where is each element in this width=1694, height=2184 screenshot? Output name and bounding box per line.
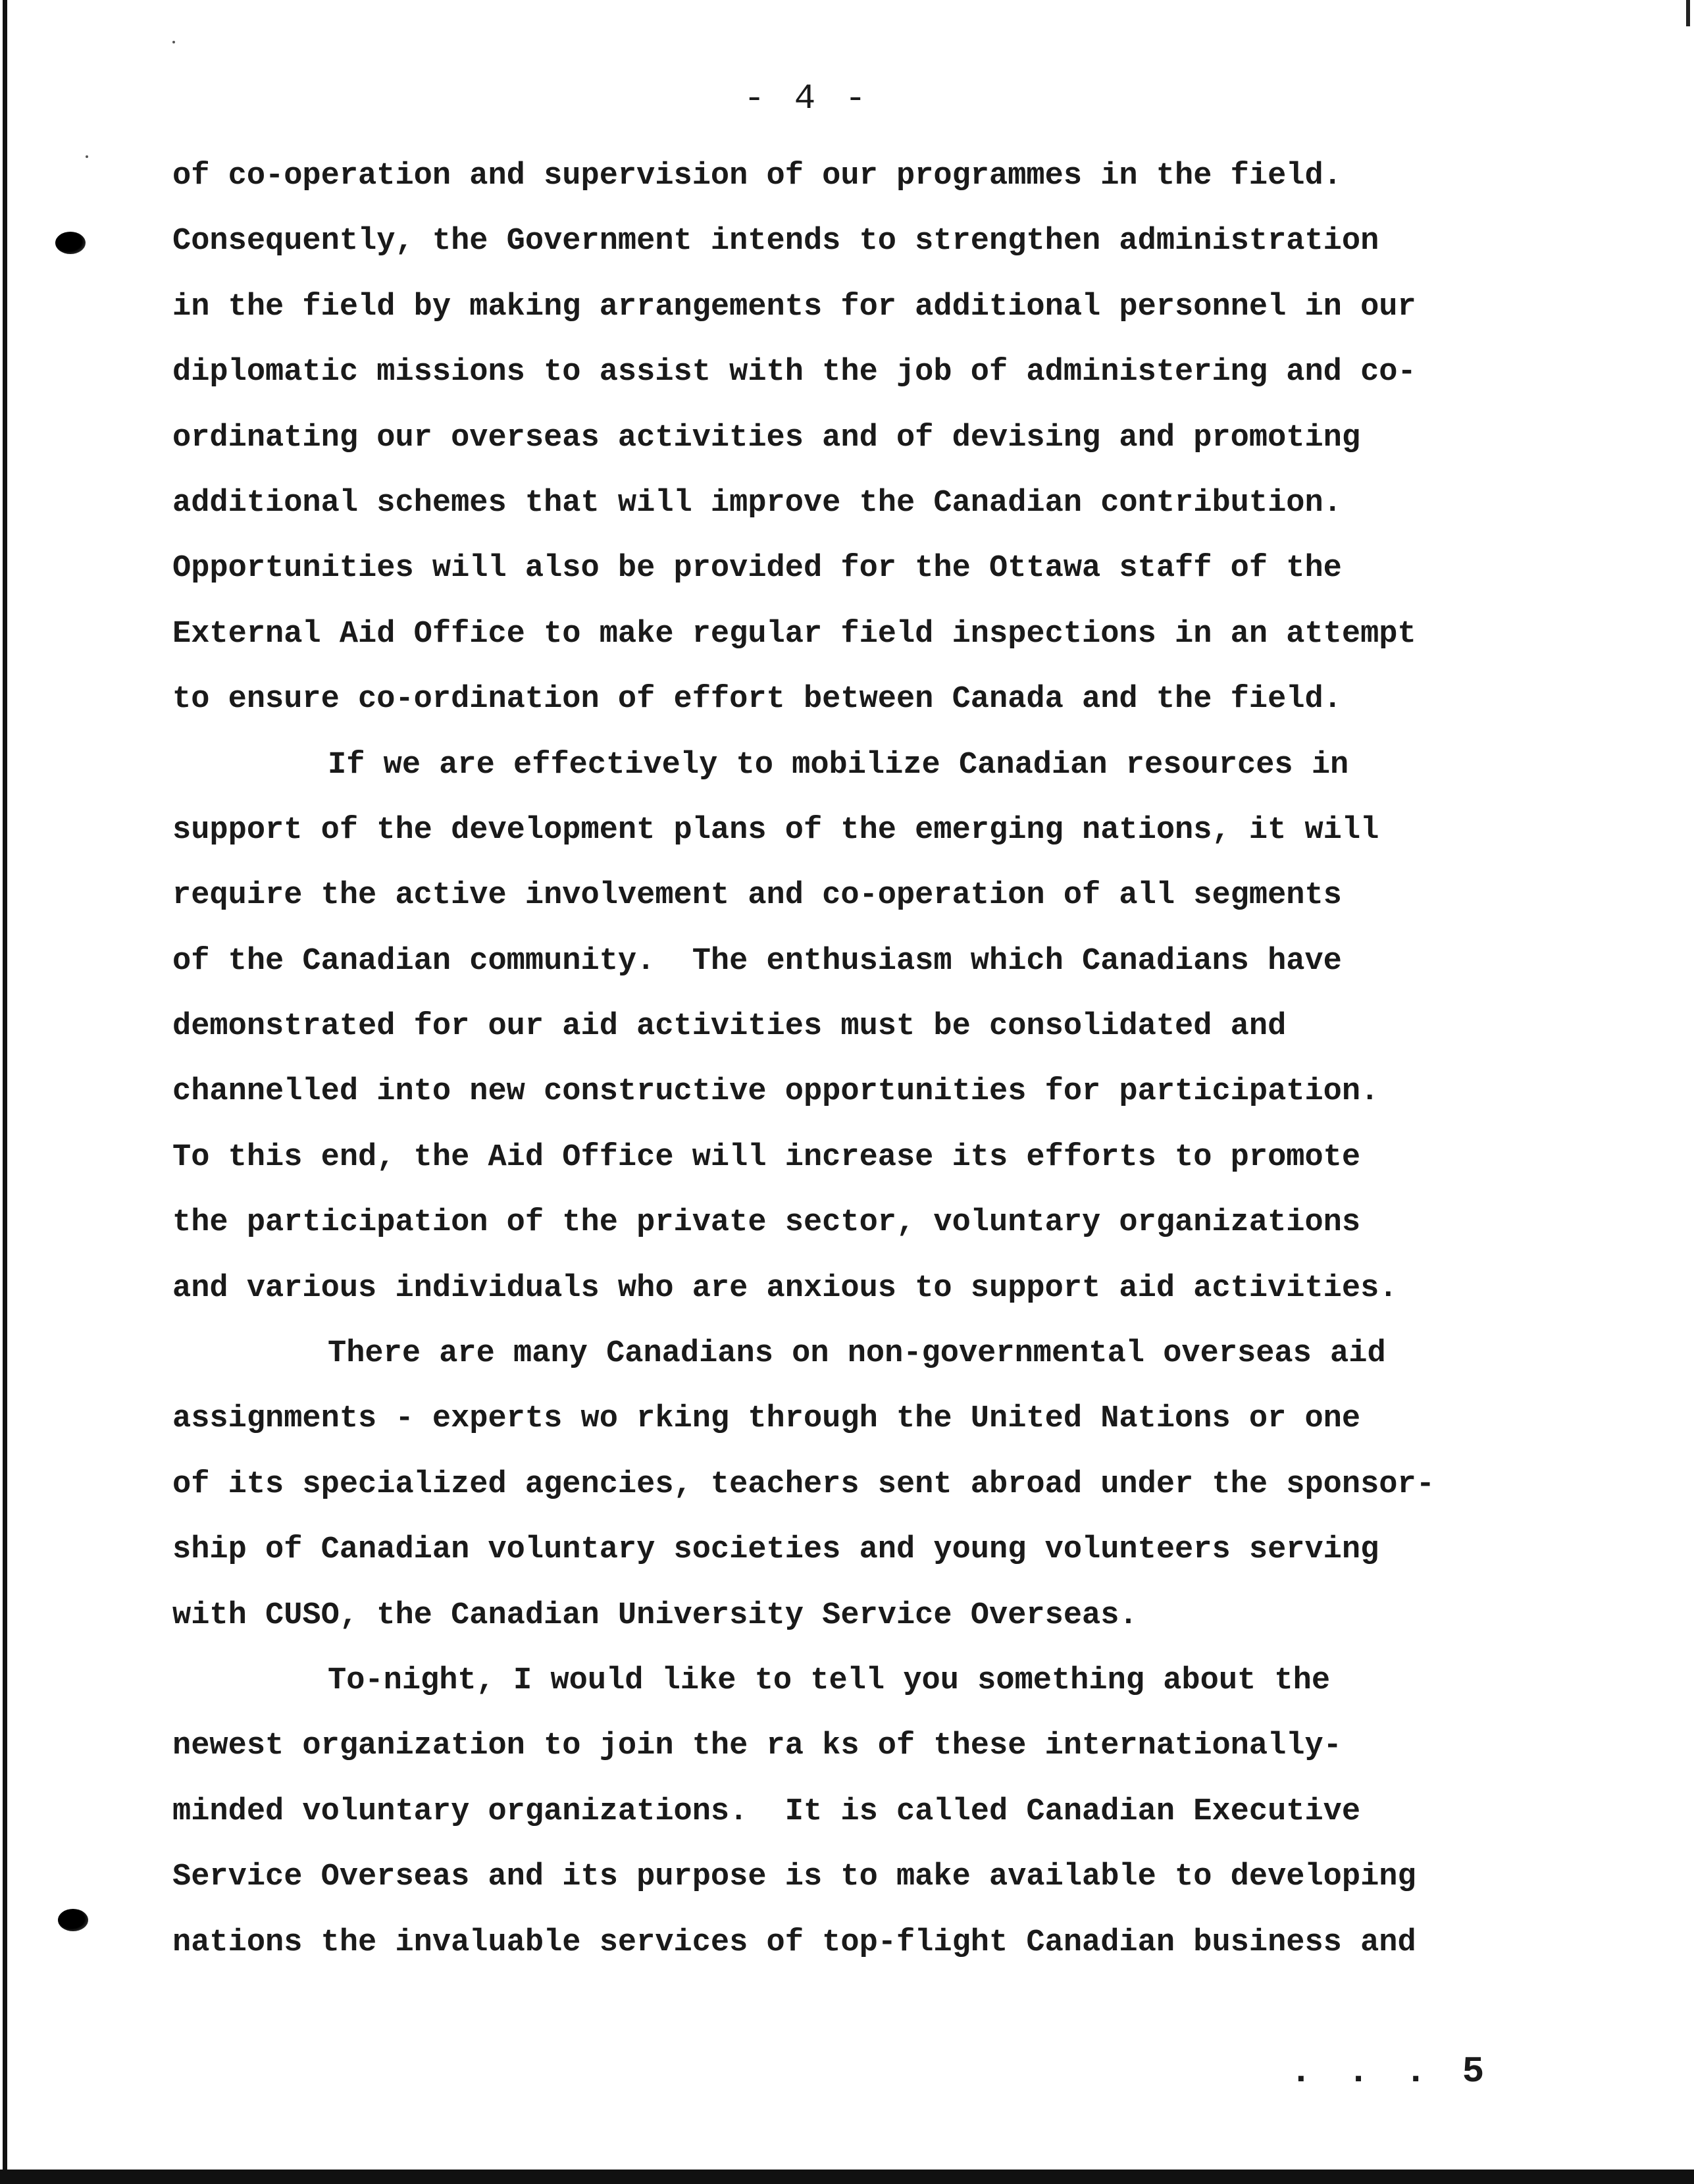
text-line: ordinating our overseas activities and of devising and promoting (172, 420, 1361, 455)
text-line: External Aid Office to make regular field inspections in an attempt (172, 616, 1416, 652)
text-line: To-night, I would like to tell you something about the (328, 1663, 1331, 1698)
punch-hole-icon (58, 1909, 88, 1931)
text-line: the participation of the private sector, voluntary organizations (172, 1205, 1361, 1241)
continuation-marker: . . . 5 (1290, 2050, 1491, 2093)
text-line: to ensure co-ordination of effort between Canada and the field. (172, 682, 1342, 717)
text-line: Consequently, the Government intends to strengthen administration (172, 224, 1379, 259)
text-line: with CUSO, the Canadian University Service Overseas. (172, 1598, 1138, 1633)
text-line: If we are effectively to mobilize Canadian resources in (328, 747, 1349, 783)
text-line: additional schemes that will improve the Canadian contribution. (172, 485, 1342, 521)
body-text (172, 143, 1574, 1975)
text-line: ship of Canadian voluntary societies and young volunteers serving (172, 1532, 1379, 1568)
text-line: of the Canadian community. The enthusiasm which Canadians have (172, 943, 1342, 979)
punch-hole-icon (55, 232, 86, 254)
page-number: - 4 - (744, 79, 871, 119)
text-line: Service Overseas and its purpose is to make available to developing (172, 1859, 1416, 1895)
scan-edge-right (1686, 0, 1690, 26)
text-line: require the active involvement and co-operation of all segments (172, 878, 1342, 914)
scan-speck (172, 41, 175, 43)
text-line: Opportunities will also be provided for the Ottawa staff of the (172, 551, 1342, 586)
text-line: newest organization to join the ra ks of these internationally- (172, 1729, 1342, 1764)
text-line: of co-operation and supervision of our programmes in the field. (172, 159, 1342, 194)
text-line: nations the invaluable services of top-flight Canadian business and (172, 1925, 1416, 1960)
scan-speck (86, 155, 88, 158)
text-line: and various individuals who are anxious to support aid activities. (172, 1270, 1398, 1306)
text-line: support of the development plans of the emerging nations, it will (172, 812, 1379, 848)
text-line: diplomatic missions to assist with the job of administering and co- (172, 355, 1416, 390)
text-line: assignments - experts wo rking through the United Nations or one (172, 1401, 1361, 1437)
text-line: channelled into new constructive opportunities for participation. (172, 1074, 1379, 1110)
text-line: There are many Canadians on non-governmental overseas aid (328, 1336, 1386, 1372)
text-line: minded voluntary organizations. It is called Canadian Executive (172, 1794, 1361, 1829)
text-line: To this end, the Aid Office will increase its efforts to promote (172, 1139, 1361, 1175)
text-line: of its specialized agencies, teachers sent abroad under the sponsor- (172, 1467, 1435, 1502)
text-line: in the field by making arrangements for additional personnel in our (172, 289, 1416, 325)
text-line: demonstrated for our aid activities must be consolidated and (172, 1009, 1287, 1045)
scan-edge-left (3, 0, 7, 2184)
scan-edge-bottom (0, 2170, 1694, 2184)
